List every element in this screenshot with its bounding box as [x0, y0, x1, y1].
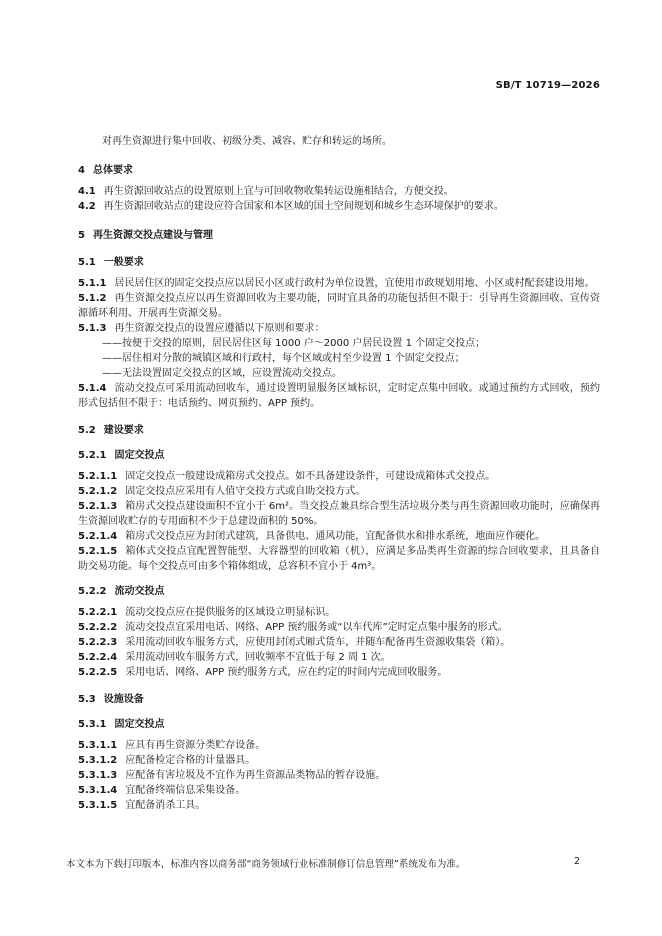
section-number: 4 [78, 165, 85, 176]
dash-item: ——按便于交投的原则，居民居住区每 1000 户～2000 户居民设置 1 个固定交投点； [102, 338, 486, 349]
section-5-3-1-heading: 5.3.1 固定交投点 [78, 719, 165, 730]
section-5-heading: 5 再生资源交投点建设与管理 [78, 230, 213, 241]
section-5-1-heading: 5.1 一般要求 [78, 257, 144, 268]
section-4-heading [78, 163, 600, 178]
clause-5-3-1-4: 5.3.1.4 宜配备终端信息采集设备。 [78, 785, 246, 796]
clause-4-1: 4.1 再生资源回收站点的设置原则上宜与可回收物收集转运设施相结合，方便交投。 [78, 186, 454, 197]
clause-5-2-1-4: 5.2.1.4 箱房式交投点应为封闭式建筑，具备供电、通风功能，宜配备供水和排水系统，地面应作硬化。 [78, 531, 546, 542]
dash-item: ——居住相对分散的城镇区域和行政村，每个区域或村至少设置 1 个固定交投点； [102, 353, 465, 364]
clause-5-2-1-2: 5.2.1.2 固定交投点应采用有人值守交投方式或自助交投方式。 [78, 486, 366, 497]
clause-5-3-1-3: 5.3.1.3 应配备有害垃圾及不宜作为再生资源品类物品的暂存设施。 [78, 770, 386, 781]
section-5-2-2-heading: 5.2.2 流动交投点 [78, 586, 165, 597]
clause-5-1-3: 5.1.3 再生资源交投点的设置应遵循以下原则和要求： [78, 323, 325, 334]
clause-5-2-2-1: 5.2.2.1 流动交投点应在提供服务的区域设立明显标识。 [78, 607, 336, 618]
clause-5-2-2-4: 5.2.2.4 采用流动回收车服务方式，回收频率不宜低于每 2 周 1 次。 [78, 652, 391, 663]
clause-5-2-2-3: 5.2.2.3 采用流动回收车服务方式，应使用封闭式厢式货车，并随车配备再生资源收集袋（箱）。 [78, 637, 511, 648]
page-number: 2 [573, 856, 580, 867]
section-5-2-heading: 5.2 建设要求 [78, 425, 144, 436]
clause-5-2-2-2: 5.2.2.2 流动交投点宜采用电话、网络、APP 预约服务或“以车代库”定时定点集中服务的形式。 [78, 622, 508, 633]
section-5-3-heading: 5.3 设施设备 [78, 694, 144, 705]
section-5-2-1-heading: 5.2.1 固定交投点 [78, 450, 165, 461]
clause-5-2-2-5: 5.2.2.5 采用电话、网络、APP 预约服务方式，应在约定的时间内完成回收服务。 [78, 667, 448, 678]
continuation-paragraph: 对再生资源进行集中回收、初级分类、减容、贮存和转运的场所。 [102, 136, 392, 147]
document-body [78, 130, 600, 813]
clause-5-1-2: 5.1.2 再生资源交投点应以再生资源回收为主要功能，同时宜具备的功能包括但不限于：引导再生资源回收、宣传资源循环利用、开展再生资源交易。 [78, 293, 600, 319]
footer-disclaimer: 本文本为下载打印版本，标准内容以商务部“商务领域行业标准制修订信息管理”系统发布为准。 [66, 859, 466, 870]
dash-item: ——无法设置固定交投点的区域，应设置流动交投点。 [102, 368, 342, 379]
clause-5-2-1-5: 5.2.1.5 箱体式交投点宜配置智能型、大容器型的回收箱（机），应满足多品类再生资源的综合回收要求，且具备自助交易功能。每个交投点可由多个箱体组成，总容积不宜小于 4m³。 [78, 546, 600, 572]
clause-4-2: 4.2 再生资源回收站点的建设应符合国家和本区域的国土空间规划和城乡生态环境保护的要求。 [78, 201, 504, 212]
section-title: 总体要求 [92, 165, 133, 176]
clause-5-3-1-2: 5.3.1.2 应配备检定合格的计量器具。 [78, 755, 256, 766]
clause-5-2-1-3: 5.2.1.3 箱房式交投点建设面积不宜小于 6m²。当交投点兼具综合型生活垃圾分类与再生资源回收功能时，应确保再生资源回收贮存的专用面积不少于总建设面积的 50%。 [78, 501, 600, 527]
standard-code: SB/T 10719—2026 [495, 80, 600, 91]
clause-5-3-1-5: 5.3.1.5 宜配备消杀工具。 [78, 800, 206, 811]
clause-5-2-1-1: 5.2.1.1 固定交投点一般建设成箱房式交投点。如不具备建设条件，可建设成箱体式交投点。 [78, 471, 496, 482]
clause-5-1-4: 5.1.4 流动交投点可采用流动回收车，通过设置明显服务区域标识，定时定点集中回收。或通过预约方式回收，预约形式包括但不限于：电话预约、网页预约、APP 预约。 [78, 383, 600, 409]
clause-5-1-1: 5.1.1 居民居住区的固定交投点应以居民小区或行政村为单位设置，宜使用市政规划用地、小区或村配套建设用地。 [78, 278, 595, 289]
clause-5-3-1-1: 5.3.1.1 应具有再生资源分类贮存设备。 [78, 740, 266, 751]
